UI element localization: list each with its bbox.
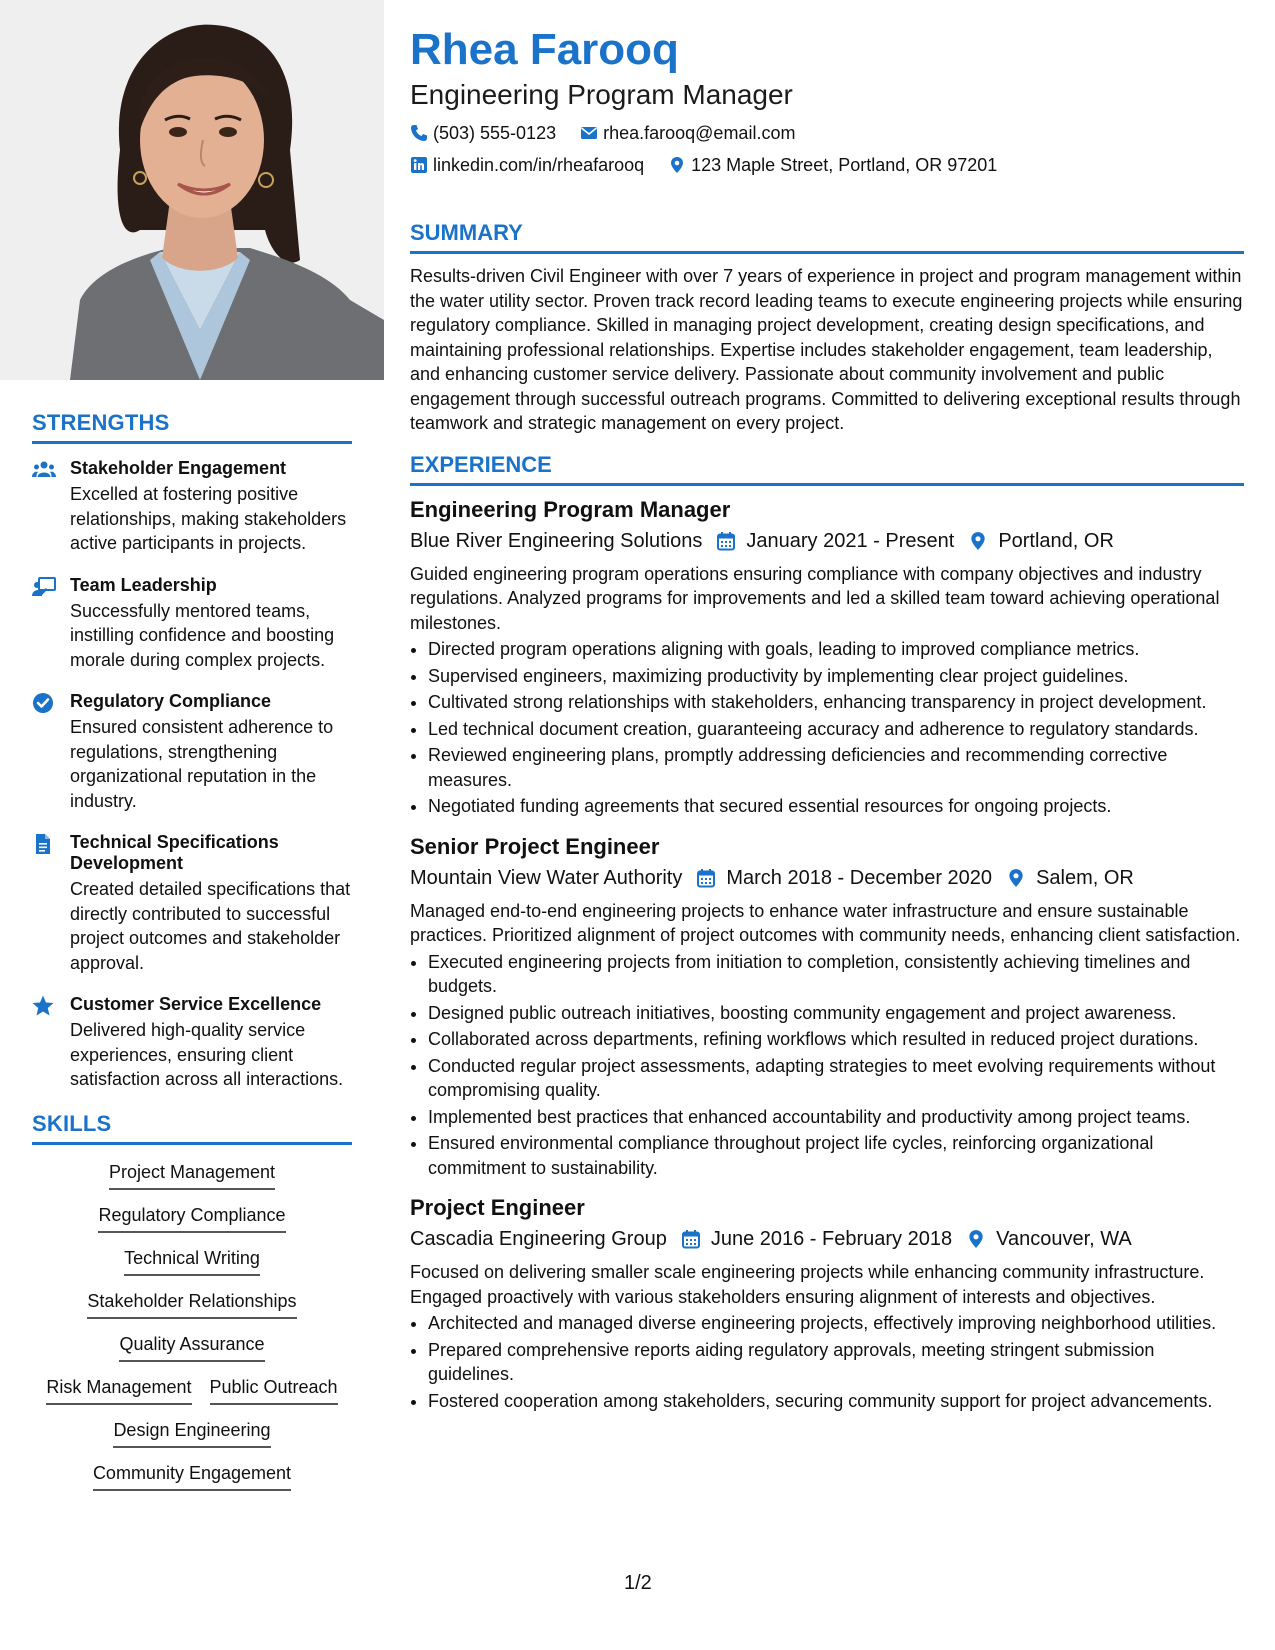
list-item: • Reviewed engineering plans, promptly addressing deficiencies and recommending corrective measures. (428, 743, 1244, 792)
phone-number: (503) 555-0123 (433, 123, 557, 143)
location-pin-icon (966, 1229, 986, 1249)
linkedin-contact[interactable] (410, 154, 644, 176)
job-dates (681, 1226, 952, 1252)
summary-text: Results-driven Civil Engineer with over 7 years of experience in project and program management within the water utility sector. Proven track record leading teams to execute engineering projects while ensuring regulatory compliance. Skilled in managing project development, creating design specifications, and maintaining professional relationships. Expertise includes stakeholder engagement, team leadership, and enhancing customer service delivery. Passionate about community involvement and public engagement through successful outreach programs. Committed to delivering exceptional results through teamwork and strategic management on every project. (410, 266, 1243, 433)
address: 123 Maple Street, Portland, OR 97201 (691, 155, 998, 175)
strength-item (32, 832, 352, 975)
skill-tag: Project Management (109, 1161, 275, 1190)
strength-desc: Delivered high-quality service experiences, ensuring client satisfaction across all interactions. (70, 1020, 344, 1089)
strength-desc: Excelled at fostering positive relationships, making stakeholders active participants in projects. (70, 484, 347, 553)
dates-text: March 2018 - December 2020 (726, 866, 993, 889)
page-number: 1/2 (624, 1572, 652, 1594)
skill-tag: Design Engineering (113, 1419, 270, 1448)
strength-title: Technical Specifications Development (70, 832, 279, 873)
calendar-icon (681, 1229, 701, 1249)
list-item: • Prepared comprehensive reports aiding regulatory approvals, meeting stringent submission guidelines. (428, 1338, 1244, 1387)
summary-heading: SUMMARY (410, 220, 1244, 254)
list-item: • Conducted regular project assessments, adapting strategies to meet evolving requirements without compromising quality. (428, 1054, 1244, 1103)
skill-tag: Risk Management (46, 1376, 191, 1405)
strength-title: Stakeholder Engagement (70, 458, 287, 478)
job-description: Focused on delivering smaller scale engineering projects while enhancing community infrastructure. Engaged proactively with various stakeholders ensuring alignment of interests and objectives. (410, 1262, 1205, 1307)
dates-text: January 2021 - Present (746, 529, 955, 552)
strengths-heading: STRENGTHS (32, 410, 352, 444)
skill-tag: Community Engagement (93, 1462, 291, 1491)
skill-tag: Quality Assurance (119, 1333, 264, 1362)
job-dates (716, 528, 954, 554)
job-location (966, 1226, 1132, 1252)
company-name: Blue River Engineering Solutions (410, 529, 703, 552)
company-name: Cascadia Engineering Group (410, 1228, 667, 1250)
job-bullets (410, 1311, 1244, 1413)
location-text: Portland, OR (998, 529, 1114, 552)
phone-contact (410, 122, 556, 144)
dates-text: June 2016 - February 2018 (710, 1228, 953, 1250)
strength-title: Customer Service Excellence (70, 994, 322, 1014)
job-location (968, 528, 1114, 554)
contact-info (410, 122, 1244, 176)
linkedin-url: linkedin.com/in/rheafarooq (433, 155, 645, 175)
skill-tag: Regulatory Compliance (98, 1204, 285, 1233)
list-item: • Ensured environmental compliance throughout project life cycles, reinforcing organizational commitment to sustainability. (428, 1131, 1244, 1180)
list-item: • Negotiated funding agreements that secured essential resources for ongoing projects. (428, 794, 1244, 819)
job-title: Project Engineer (410, 1195, 585, 1220)
list-item: • Supervised engineers, maximizing productivity by implementing clear project guidelines. (428, 664, 1244, 689)
strength-item (32, 691, 352, 813)
job-entry (410, 496, 1244, 819)
job-description: Managed end-to-end engineering projects to enhance water infrastructure and ensure sustainable practices. Prioritized alignment of project outcomes with community needs, enhancing client satisfaction. (410, 900, 1241, 945)
location-pin-icon (968, 531, 988, 551)
skills-heading: SKILLS (32, 1111, 352, 1145)
candidate-name: Rhea Farooq (410, 25, 679, 74)
list-item: • Fostered cooperation among stakeholders, securing community support for project advancements. (428, 1389, 1244, 1414)
strength-desc: Successfully mentored teams, instilling confidence and boosting morale during complex projects. (70, 600, 335, 670)
chalkboard-teacher-icon (32, 575, 70, 673)
strength-title: Regulatory Compliance (70, 691, 272, 711)
email-contact[interactable] (580, 122, 795, 144)
job-description: Guided engineering program operations ensuring compliance with company objectives and industry regulations. Analyzed programs for improvements and led a skilled team toward achieving operational milestones. (410, 563, 1220, 633)
skills-list (32, 1159, 352, 1491)
job-title: Senior Project Engineer (410, 833, 660, 859)
strength-title: Team Leadership (70, 574, 217, 595)
job-entry (410, 833, 1244, 1181)
skill-tag: Public Outreach (210, 1376, 338, 1405)
list-item: • Executed engineering projects from initiation to completion, consistently achieving timelines and budgets. (428, 950, 1244, 999)
envelope-icon (580, 124, 598, 142)
job-bullets (410, 637, 1244, 819)
skill-tag: Technical Writing (124, 1247, 260, 1276)
location-pin-icon (668, 156, 686, 174)
phone-icon (410, 124, 428, 142)
users-icon (32, 458, 70, 556)
left-column (32, 410, 352, 1491)
strength-desc: Created detailed specifications that directly contributed to successful project outcomes and stakeholder approval. (70, 879, 351, 973)
check-circle-icon (32, 691, 70, 813)
list-item: • Collaborated across departments, refining workflows which resulted in reduced project durations. (428, 1027, 1244, 1052)
job-location (1006, 865, 1134, 891)
company-name: Mountain View Water Authority (410, 866, 683, 889)
address-contact (668, 154, 997, 176)
email-address: rhea.farooq@email.com (603, 123, 796, 143)
list-item: • Implemented best practices that enhanced accountability and productivity among project teams. (428, 1105, 1244, 1130)
job-title: Engineering Program Manager (410, 496, 731, 522)
location-text: Salem, OR (1036, 866, 1134, 889)
location-pin-icon (1006, 868, 1026, 888)
skill-tag: Stakeholder Relationships (87, 1290, 296, 1319)
candidate-role: Engineering Program Manager (410, 79, 793, 110)
calendar-icon (696, 868, 716, 888)
list-item: • Designed public outreach initiatives, boosting community engagement and project awareness. (428, 1001, 1244, 1026)
strength-desc: Ensured consistent adherence to regulations, strengthening organizational reputation in the industry. (70, 717, 334, 811)
location-text: Vancouver, WA (996, 1228, 1132, 1250)
strength-item (32, 575, 352, 673)
strength-item (32, 994, 352, 1092)
star-icon (32, 994, 70, 1092)
right-column (410, 24, 1244, 1427)
job-dates (696, 865, 992, 891)
job-entry (410, 1194, 1244, 1413)
experience-heading: EXPERIENCE (410, 452, 1244, 486)
list-item: • Directed program operations aligning with goals, leading to improved compliance metrics. (428, 637, 1244, 662)
calendar-icon (716, 531, 736, 551)
list-item: • Led technical document creation, guaranteeing accuracy and adherence to regulatory standards. (428, 717, 1244, 742)
job-bullets (410, 950, 1244, 1181)
list-item: • Architected and managed diverse engineering projects, effectively improving neighborhood utilities. (428, 1311, 1244, 1336)
linkedin-icon (410, 156, 428, 174)
skills-section (32, 1111, 352, 1491)
profile-photo (0, 0, 384, 380)
document-icon (32, 832, 70, 975)
list-item: • Cultivated strong relationships with stakeholders, enhancing transparency in project development. (428, 690, 1244, 715)
strength-item (32, 458, 352, 556)
